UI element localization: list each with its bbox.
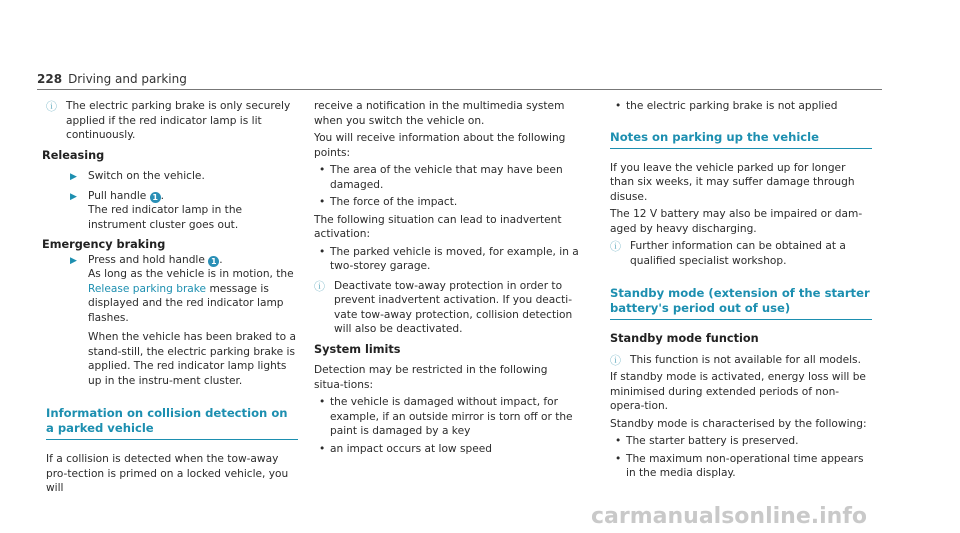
- section-standby-mode: Standby mode (extension of the starter battery's period out of use): [610, 286, 872, 320]
- note-secure: ⓘ The electric parking brake is only securely applied if the red indicator lamp is lit continuously.: [46, 100, 291, 141]
- standstill-text: When the vehicle has been braked to a stand-still, the electric parking brake is applied. The red indicator lamp lights up in the instru-ment cluster.: [88, 331, 297, 387]
- page-number: 228: [37, 72, 63, 86]
- info-icon: ⓘ: [610, 353, 621, 367]
- heading-releasing: Releasing: [42, 148, 105, 162]
- paragraph-situation: The following situation can lead to inadvertent activation:: [314, 213, 562, 240]
- page-header: [37, 72, 187, 86]
- paragraph-battery: The 12 V battery may also be impaired or dam-aged by heavy discharging.: [610, 208, 863, 235]
- step-pull-handle: ▶ Pull handle 1 . The red indicator lamp in the instrument cluster goes out.: [70, 189, 243, 231]
- paragraph-restricted: Detection may be restricted in the following situa-tions:: [314, 364, 548, 391]
- column-middle: [314, 99, 580, 459]
- bullet-not-applied: • the electric parking brake is not applied: [615, 100, 838, 112]
- info-icon: ⓘ: [46, 100, 57, 113]
- header-rule: [37, 89, 882, 90]
- heading-system-limits: System limits: [314, 342, 401, 356]
- paragraph-characterised: Standby mode is characterised by the following:: [610, 417, 867, 430]
- arrow-icon: ▶: [70, 191, 77, 202]
- info-icon: ⓘ: [314, 279, 325, 293]
- column-left: [42, 99, 298, 499]
- note-availability: ⓘ This function is not available for all models.: [610, 353, 861, 367]
- step-switch-on: ▶ Switch on the vehicle.: [46, 169, 298, 184]
- handle-number-icon: 1: [208, 256, 219, 267]
- step-press-handle: ▶ Press and hold handle 1 . As long as the vehicle is in motion, the Release parking brake message is displayed and the red indicator lamp flashes. When the vehicle has been braked to a stand-still, the electric parking brake is applied. The red indicator lamp lights up in the instru-ment cluster.: [70, 253, 297, 387]
- section-parking-up: Notes on parking up the vehicle: [610, 130, 872, 149]
- section-collision-detection: Information on collision detection on a parked vehicle: [46, 406, 298, 440]
- paragraph-energy-loss: If standby mode is activated, energy loss will be minimised during extended periods of non-opera-tion.: [610, 371, 866, 412]
- collision-paragraph: If a collision is detected when the tow-away pro-tection is primed on a locked vehicle, you will: [46, 453, 289, 494]
- paragraph-notification: receive a notification in the multimedia system when you switch the vehicle on.: [314, 100, 565, 127]
- bullet-display: • The maximum non-operational time appears in the media display.: [615, 452, 864, 479]
- paragraph-six-weeks: If you leave the vehicle parked up for longer than six weeks, it may suffer damage through disuse.: [610, 161, 855, 203]
- release-brake-message: Release parking brake: [88, 282, 207, 295]
- handle-number-icon: 1: [150, 192, 161, 203]
- bullet-preserved: • The starter battery is preserved.: [615, 435, 799, 447]
- bullet-moved: • The parked vehicle is moved, for example, in a two-storey garage.: [319, 245, 579, 272]
- info-icon: ⓘ: [610, 240, 621, 253]
- arrow-icon: ▶: [70, 255, 77, 266]
- bullet-low-speed: • an impact occurs at low speed: [319, 442, 492, 455]
- note-deactivate: ⓘ Deactivate tow-away protection in order to prevent inadvertent activation. If you deacti-vate tow-away protection, collision detection will also be deactivated.: [314, 279, 573, 335]
- arrow-icon: ▶: [70, 172, 77, 182]
- note-workshop: ⓘ Further information can be obtained at a qualified specialist workshop.: [610, 240, 846, 267]
- watermark: carmanualsonline.info: [591, 504, 867, 529]
- chapter-title: Driving and parking: [68, 72, 187, 86]
- bullet-area: • The area of the vehicle that may have been damaged.: [319, 164, 563, 191]
- heading-emergency: Emergency braking: [42, 238, 166, 251]
- bullet-force: • The force of the impact.: [319, 196, 458, 208]
- bullet-damaged: • the vehicle is damaged without impact, for example, if an outside mirror is torn off or the paint is damaged by a key: [319, 396, 573, 437]
- heading-standby-function: Standby mode function: [610, 332, 759, 345]
- paragraph-points: You will receive information about the following points:: [314, 132, 566, 159]
- column-right: [610, 99, 872, 484]
